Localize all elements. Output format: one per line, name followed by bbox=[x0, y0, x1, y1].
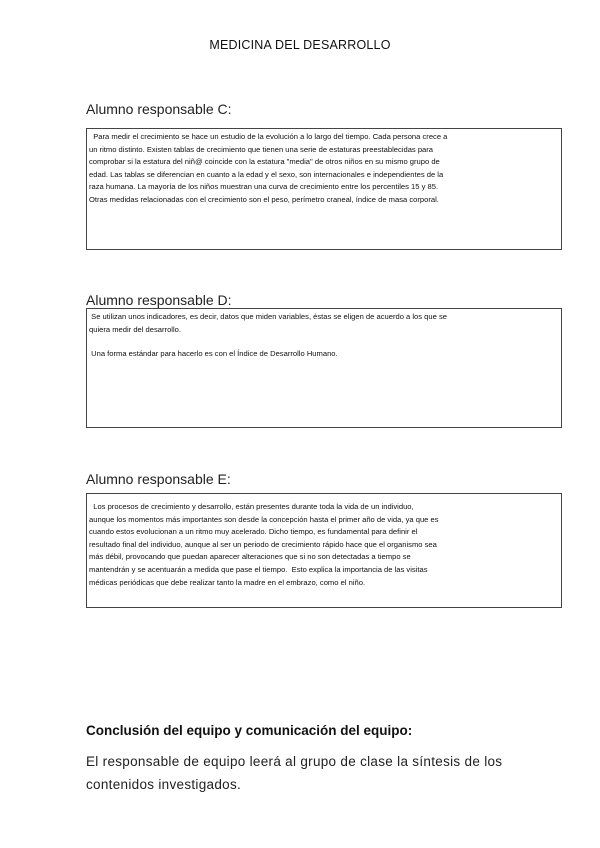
text-line: Otras medidas relacionadas con el crecimiento son el peso, perímetro craneal, índice de masa corporal. bbox=[89, 194, 439, 204]
text-line: raza humana. La mayoría de los niños muestran una curva de crecimiento entre los percentiles 15 y 85. bbox=[89, 182, 439, 192]
document-title: MEDICINA DEL DESARROLLO bbox=[209, 38, 391, 52]
text-line: más débil, provocando que puedan aparecer alteraciones que si no son detectadas a tiempo se bbox=[89, 552, 411, 562]
section-box-d bbox=[86, 308, 562, 428]
text-line: médicas periódicas que debe realizar tanto la madre en el embrazo, como el niño. bbox=[89, 577, 366, 587]
section-box-e bbox=[86, 493, 562, 608]
text-line: mantendrán y se acentuarán a medida que pase el tiempo. Esto explica la importancia de las visitas bbox=[89, 564, 428, 574]
text-line: Se utilizan unos indicadores, es decir, datos que miden variables, éstas se eligen de acuerdo a los que se bbox=[89, 312, 447, 321]
section-box-c bbox=[86, 128, 562, 250]
text-line: edad. Las tablas se diferencian en cuanto a la edad y el sexo, son internacionales e independientes de la bbox=[89, 169, 444, 179]
conclusion-text bbox=[86, 750, 556, 796]
text-line: comprobar si la estatura del niñ@ coincide con la estatura "media" de otros niños en su mismo grupo de bbox=[89, 157, 440, 167]
conclusion-line: contenidos investigados. bbox=[86, 777, 242, 792]
text-line: quiera medir del desarrollo. bbox=[89, 324, 182, 334]
text-line: cuando estos evolucionan a un ritmo muy acelerado. Dicho tiempo, es fundamental para definir el bbox=[89, 527, 418, 537]
text-line: Una forma estándar para hacerlo es con el Índice de Desarrollo Humano. bbox=[89, 349, 338, 359]
text-line: un ritmo distinto. Existen tablas de crecimiento que tienen una serie de estaturas preestablecidas para bbox=[89, 144, 434, 154]
text-line: aunque los momentos más importantes son desde la concepción hasta el primer año de vida, ya que es bbox=[89, 514, 439, 524]
section-heading-d: Alumno responsable D: bbox=[86, 292, 232, 308]
text-line: Para medir el crecimiento se hace un estudio de la evolución a lo largo del tiempo. Cada persona crece a bbox=[89, 132, 448, 141]
conclusion-line: El responsable de equipo leerá al grupo de clase la síntesis de los bbox=[86, 754, 503, 769]
conclusion-title: Conclusión del equipo y comunicación del equipo: bbox=[86, 723, 413, 738]
section-heading-c: Alumno responsable C: bbox=[86, 101, 232, 117]
text-line: resultado final del individuo, aunque al ser un periodo de crecimiento rápido hace que el organismo sea bbox=[89, 539, 437, 549]
text-line: Los procesos de crecimiento y desarrollo, están presentes durante toda la vida de un individuo, bbox=[89, 502, 414, 511]
section-heading-e: Alumno responsable E: bbox=[86, 471, 231, 487]
